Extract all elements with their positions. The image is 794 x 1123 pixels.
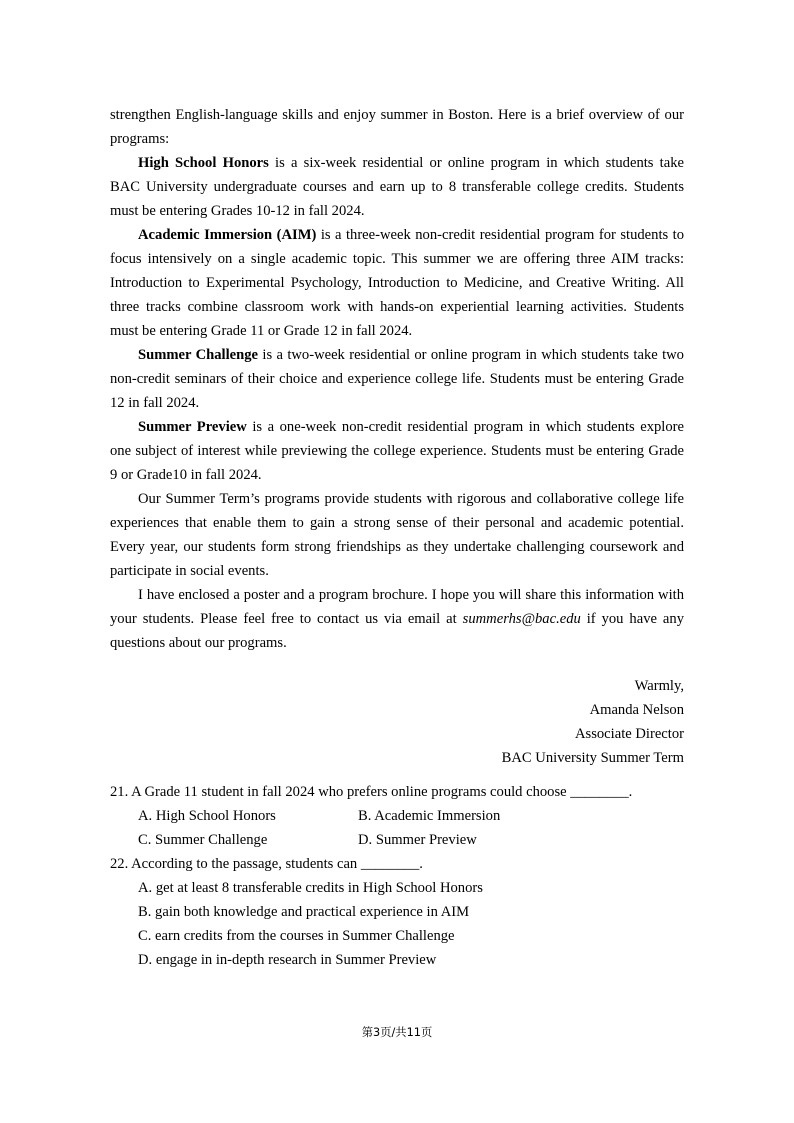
run-text: if you have any questions about our programs. xyxy=(110,611,684,651)
paragraph-summer-term-overview xyxy=(110,487,684,583)
paragraph-summer-preview xyxy=(110,415,684,487)
run-text: strengthen English-language skills and enjoy summer in Boston. Here is a brief overview of our programs: xyxy=(110,107,684,147)
run-text: is a one-week non-credit residential program in which students explore one subject of interest while previewing the college experience. Students must be entering Grade 9 or Grade10 in fall 2024. xyxy=(110,419,684,483)
signature-organization: BAC University Summer Term xyxy=(501,750,684,766)
option-b[interactable] xyxy=(110,900,684,924)
question-terminator: . xyxy=(419,856,423,872)
option-text: earn credits from the courses in Summer Challenge xyxy=(155,928,455,944)
paragraph-high-school-honors xyxy=(110,151,684,223)
option-label: D. xyxy=(138,952,153,968)
answer-blank[interactable]: ________ xyxy=(360,856,420,872)
run-text: is a three-week non-credit residential program for students to focus intensively on a single academic topic. This summer we are offering three AIM tracks: Introduction to Experimental Psychology, Introduction to Medicine, and Creative Writing. All three tracks combine classroom work with hands-on experiential learning activities. Students must be entering Grade 11 or Grade 12 in fall 2024. xyxy=(110,227,684,339)
question-stem-text: According to the passage, students can xyxy=(131,856,361,872)
run-text: is a six-week residential or online program in which students take BAC University undergraduate courses and earn up to 8 transferable college credits. Students must be entering Grades 10-12 in fall 2024. xyxy=(110,155,684,219)
run-text: I have enclosed a poster and a program brochure. I hope you will share this information with your students. Please feel free to contact us via email at xyxy=(110,587,684,627)
question-number: 22. xyxy=(110,856,129,872)
option-label: A. xyxy=(138,880,153,896)
signature-closing: Warmly, xyxy=(634,678,684,694)
option-c[interactable] xyxy=(110,924,684,948)
paragraph-academic-immersion xyxy=(110,223,684,343)
page-content xyxy=(110,103,684,972)
question-number: 21. xyxy=(110,784,129,800)
option-c[interactable] xyxy=(110,828,330,852)
signature-title: Associate Director xyxy=(574,726,684,742)
signature-block xyxy=(110,674,684,770)
run-bold: Academic Immersion (AIM) xyxy=(138,227,317,243)
paragraph-summer-challenge xyxy=(110,343,684,415)
option-d[interactable] xyxy=(110,948,684,972)
option-label: C. xyxy=(138,832,152,848)
paragraph-intro xyxy=(110,103,684,151)
option-row xyxy=(110,828,684,852)
option-b[interactable] xyxy=(330,804,684,828)
option-label: B. xyxy=(138,904,152,920)
question-q21 xyxy=(110,780,684,852)
run-bold: Summer Preview xyxy=(138,419,247,435)
run-bold: Summer Challenge xyxy=(138,347,259,363)
run-text: is a two-week residential or online program in which students take two non-credit seminars of their choice and experience college life. Students must be entering Grade 12 in fall 2024. xyxy=(110,347,684,411)
page-footer xyxy=(0,1026,794,1040)
option-a[interactable] xyxy=(110,804,330,828)
option-text: engage in in-depth research in Summer Preview xyxy=(155,952,437,968)
answer-blank[interactable]: ________ xyxy=(570,784,629,800)
option-text: get at least 8 transferable credits in High School Honors xyxy=(155,880,483,896)
option-text: gain both knowledge and practical experience in AIM xyxy=(155,904,470,920)
question-q22 xyxy=(110,852,684,972)
option-label: A. xyxy=(138,808,153,824)
run-italic: summerhs@bac.edu xyxy=(462,611,581,627)
letter-body xyxy=(110,103,684,655)
questions-section xyxy=(110,780,684,972)
option-a[interactable] xyxy=(110,876,684,900)
question-stem-text: A Grade 11 student in fall 2024 who prefers online programs could choose xyxy=(131,784,571,800)
option-row xyxy=(110,804,684,828)
question-terminator: . xyxy=(628,784,633,800)
option-label: B. xyxy=(358,808,372,824)
option-label: D. xyxy=(358,832,373,848)
paragraph-enclosure-contact xyxy=(110,583,684,655)
option-text: High School Honors xyxy=(155,808,276,824)
run-bold: High School Honors xyxy=(138,155,269,171)
signature-name: Amanda Nelson xyxy=(589,702,684,718)
page-indicator: 第3页/共11页 xyxy=(361,1026,433,1039)
option-d[interactable] xyxy=(330,828,684,852)
option-text: Summer Challenge xyxy=(155,832,268,848)
option-label: C. xyxy=(138,928,152,944)
option-text: Academic Immersion xyxy=(374,808,501,824)
run-text: Our Summer Term’s programs provide students with rigorous and collaborative college life experiences that enable them to gain a strong sense of their personal and academic potential. Every year, our students form strong friendships as they undertake challenging coursework and participate in social events. xyxy=(110,491,684,579)
question-stem xyxy=(110,852,684,876)
option-text: Summer Preview xyxy=(375,832,477,848)
question-stem xyxy=(110,780,684,804)
